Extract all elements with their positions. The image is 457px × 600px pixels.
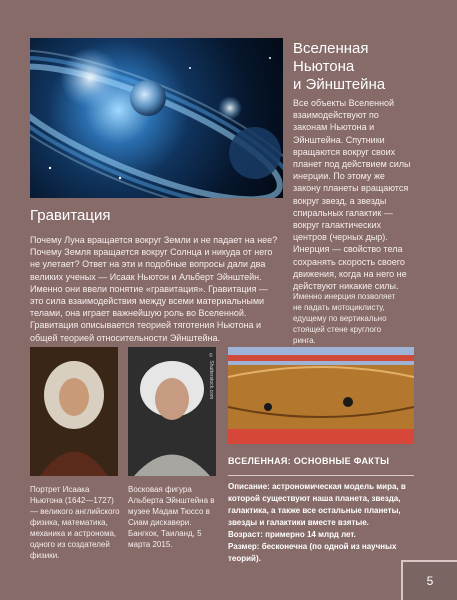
einstein-figure-image xyxy=(128,347,216,476)
einstein-caption: Восковая фигура Альберта Эйнштейна в музее Мадам Тюссо в Сиам дискавери. Бангкок, Таиланд, 5 марта 2015. xyxy=(128,485,215,549)
universe-paragraph: Все объекты Вселенной взаимодействуют по законам Ньютона и Эйнштейна. Спутники вращаются вокруг своих планет под действием силы инерции. По этому же закону планеты вращаются вокруг звезд, а звезды спиральных галактик — вокруг галактических центров (черных дыр). Инерция — свойство тела сохранять скорость своего движения, когда на него не действуют никакие силы. xyxy=(293,98,411,292)
inertia-caption: Именно инерция позволяет не падать мотоциклисту, едущему по вертикально стоящей стене круглого ринга. xyxy=(293,292,396,345)
fact-label-age: Возраст: xyxy=(228,530,263,539)
facts-list xyxy=(228,481,418,565)
gravitation-paragraph: Почему Луна вращается вокруг Земли и не падает на нее? Почему Земля вращается вокруг Солнца и никуда от него не улетает? Ответ на эти и подобные вопросы дали два великих ученых — Исаак Ньютон и Альберт Эйнштейн. Именно они ввели понятие «гравитация». Гравитация — это сила взаимодействия между всеми материальными телами, она играет важнейшую роль во Вселенной. Гравитация описывается теорией тяготения Ньютона и общей теорией относительности Эйнштейна. xyxy=(30,235,278,343)
fact-label-size: Размер: xyxy=(228,542,260,551)
fact-item xyxy=(228,530,356,539)
wall-of-death-image xyxy=(228,347,414,444)
newton-portrait-image xyxy=(30,347,118,476)
einstein-figure-illustration xyxy=(128,347,216,476)
newton-caption: Портрет Исаака Ньютона (1642—1727) — великого английского физика, математика, механика и астронома, одного из создателей физики. xyxy=(30,485,120,560)
fact-item xyxy=(228,542,396,563)
space-illustration xyxy=(30,38,283,198)
newton-portrait-illustration xyxy=(30,347,118,476)
gravitation-heading: Гравитация xyxy=(30,207,111,224)
space-planets-image xyxy=(30,38,283,198)
universe-heading-line-3: и Эйнштейна xyxy=(293,76,386,93)
fact-item xyxy=(228,482,406,527)
facts-divider xyxy=(228,475,414,476)
universe-heading-line-1: Вселенная xyxy=(293,40,369,57)
universe-heading-line-2: Ньютона xyxy=(293,58,355,75)
fact-text-description: астрономическая модель мира, в которой существуют наша планета, звезда, галактика, а также все остальные планеты, звезды и галактики вместе взятые. xyxy=(228,482,406,527)
fact-label-description: Описание: xyxy=(228,482,270,491)
wall-of-death-illustration xyxy=(228,347,414,444)
fact-text-age: примерно 14 млрд лет. xyxy=(262,530,356,539)
image-watermark: © Shutterstock.com xyxy=(208,353,214,400)
universe-heading xyxy=(293,40,443,94)
page-number: 5 xyxy=(401,560,457,600)
facts-heading: ВСЕЛЕННАЯ: ОСНОВНЫЕ ФАКТЫ xyxy=(228,456,390,466)
fact-text-size: бесконечна (по одной из научных теорий). xyxy=(228,542,397,563)
